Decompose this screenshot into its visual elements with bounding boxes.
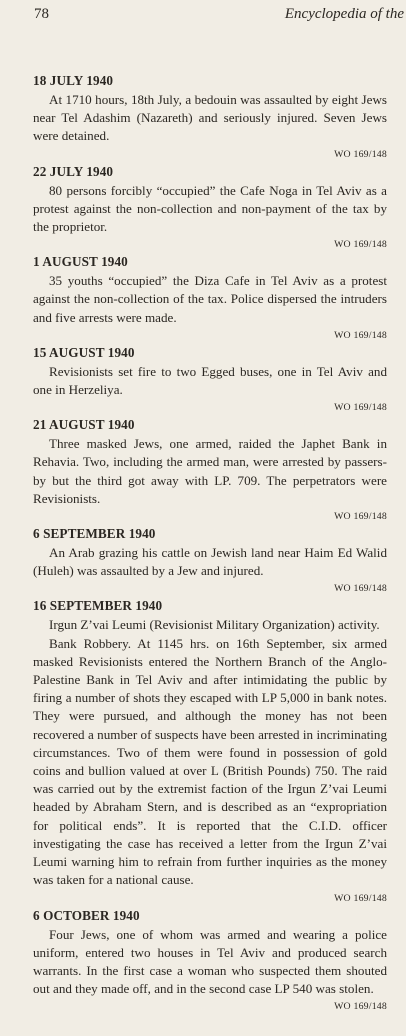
chronology-entry bbox=[33, 72, 387, 163]
entry-date-heading: 18 JULY 1940 bbox=[33, 73, 114, 88]
chronology-entry bbox=[33, 344, 387, 416]
entry-date-heading: 1 AUGUST 1940 bbox=[33, 254, 128, 270]
entry-paragraph: At 1710 hours, 18th July, a bedouin was assaulted by eight Jews near Tel Adashim (Nazareth) and seriously injured. Seven Jews were detained. bbox=[33, 92, 387, 144]
source-reference: WO 169/148 bbox=[334, 511, 387, 523]
entry-paragraph: Bank Robbery. At 1145 hrs. on 16th September, six armed masked Revisionists entered the Northern Branch of the Anglo-Palestine Bank in Tel Aviv and after intimidating the public by firing a number of shots they escaped with LP 5,000 in bank notes. They were pursued, and although the money has not been recovered a number of suspects have been arrested in incriminating circumstances. Two of them were found in possession of gold coins and bullion valued at over L (British Pounds) 750. The raid was carried out by the extremist faction of the Irgun Z’vai Leumi headed by Abraham Stern, and is described as an “expropriation for political ends”. It is reported that the C.I.D. officer investigating the case has received a letter from the Irgun Z’vai Leumi warning him to refrain from further inquiries as the money was taken for a national cause. bbox=[33, 635, 387, 888]
entry-date-heading: 6 OCTOBER 1940 bbox=[33, 907, 140, 923]
source-reference: WO 169/148 bbox=[334, 892, 387, 904]
source-reference: WO 169/148 bbox=[334, 239, 387, 251]
entry-date-heading: 16 SEPTEMBER 1940 bbox=[33, 598, 163, 614]
entry-paragraph: Revisionists set fire to two Egged buses, one in Tel Aviv and one in Herzeliya. bbox=[33, 363, 387, 398]
running-title: Encyclopedia of the bbox=[284, 6, 404, 22]
source-reference: WO 169/148 bbox=[334, 1001, 387, 1013]
entry-date-heading: 22 JULY 1940 bbox=[33, 163, 114, 179]
source-reference: WO 169/148 bbox=[334, 583, 387, 595]
chronology-entry bbox=[33, 525, 387, 597]
source-reference: WO 169/148 bbox=[334, 402, 387, 414]
entry-paragraph: Irgun Z’vai Leumi (Revisionist Military Organization) activity. bbox=[49, 617, 380, 633]
page-number: 78 bbox=[34, 6, 49, 22]
chronology-entry bbox=[33, 597, 387, 906]
chronology-entry bbox=[33, 253, 387, 344]
page-header bbox=[34, 6, 406, 26]
entry-list bbox=[33, 72, 387, 1015]
entry-paragraph: Four Jews, one of whom was armed and wearing a police uniform, entered two houses in Tel Aviv and produced search warrants. In the first case a woman who suspected them shouted out and they made off, and in the second case LP 540 was stolen. bbox=[33, 926, 387, 997]
chronology-entry bbox=[33, 416, 387, 525]
source-reference: WO 169/148 bbox=[334, 148, 387, 160]
entry-date-heading: 21 AUGUST 1940 bbox=[33, 417, 135, 433]
chronology-entry bbox=[33, 907, 387, 1016]
entry-date-heading: 15 AUGUST 1940 bbox=[33, 344, 135, 360]
entry-paragraph: 35 youths “occupied” the Diza Cafe in Tel Aviv as a protest against the non-collection of the tax. Police dispersed the intruders and five arrests were made. bbox=[33, 273, 387, 325]
chronology-entry bbox=[33, 163, 387, 254]
entry-date-heading: 6 SEPTEMBER 1940 bbox=[33, 526, 156, 542]
entry-paragraph: Three masked Jews, one armed, raided the Japhet Bank in Rehavia. Two, including the armed man, were arrested by passers-by but the third got away with LP. 709. The perpetrators were Revisionists. bbox=[33, 436, 387, 506]
entry-paragraph: 80 persons forcibly “occupied” the Cafe Noga in Tel Aviv as a protest against the non-collection and non-payment of the tax by the proprietor. bbox=[33, 182, 387, 235]
source-reference: WO 169/148 bbox=[334, 329, 387, 341]
entry-paragraph: An Arab grazing his cattle on Jewish land near Haim Ed Walid (Huleh) was assaulted by a Jew and injured. bbox=[33, 545, 387, 579]
